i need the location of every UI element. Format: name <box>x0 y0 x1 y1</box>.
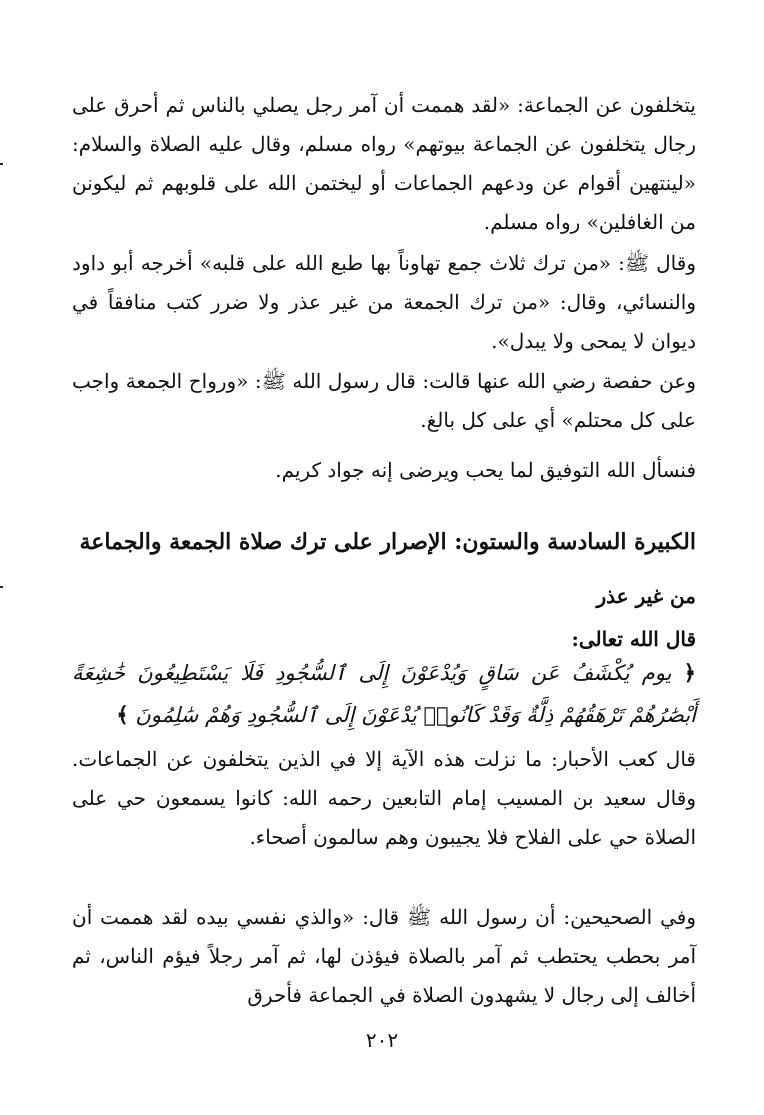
verse-open-bracket: ﴿ <box>683 660 696 685</box>
paragraph-4: فنسأل الله التوفيق لما يحب ويرضى إنه جواد كريم. <box>275 458 696 482</box>
scan-edge-mark <box>0 163 3 165</box>
verse-close-bracket: ﴾ <box>116 702 129 727</box>
page-number: ٢٠٢ <box>365 1028 399 1052</box>
paragraph-2: وقال ﷺ: «من ترك ثلاث جمع تهاوناً بها طبع الله على قلبه» أخرجه أبو داود والنسائي، وقال: «من ترك الجمعة من غير عذر ولا ضرر كتب منافقاً في ديوان لا يمحى ولا يبدل». <box>72 251 696 353</box>
verse-intro: قال الله تعالى: <box>571 627 696 651</box>
paragraph-1: يتخلفون عن الجماعة: «لقد هممت أن آمر رجل يصلي بالناس ثم أحرق على رجال يتخلفون عن الجماعة بيوتهم» رواه مسلم، وقال عليه الصلاة والسلام: «لينتهين أقوام عن ودعهم الجماعات أو ليختمن الله على قلوبهم ثم ليكونن من الغافلين» رواه مسلم. <box>72 93 696 234</box>
section-subheading: من غير عذر <box>596 584 696 608</box>
verse-line-1: يوم يُكْشَفُ عَن سَاقٍ وَيُدْعَوْنَ إِلَى ٱلسُّجُودِ فَلَا يَسْتَطِيعُونَ خَٰشِعَةً أَبْصَٰرُهُمْ تَرْهَقُهُمْ <box>72 661 696 727</box>
verse-line-2: ذِلَّةٌ وَقَدْ كَانُوا۟ يُدْعَوْنَ إِلَى ٱلسُّجُودِ وَهُمْ سَٰلِمُونَ <box>135 703 554 727</box>
paragraph-after-verse-2: وفي الصحيحين: أن رسول الله ﷺ قال: «والذي نفسي بيده لقد هممت أن آمر بحطب يحتطب ثم آمر بالصلاة فيؤذن لها، ثم آمر رجلاً فيؤم الناس، ثم أخالف إلى رجال لا يشهدون الصلاة في الجماعة فأحرق <box>72 905 696 1007</box>
paragraph-after-verse-1: قال كعب الأحبار: ما نزلت هذه الآية إلا في الذين يتخلفون عن الجماعات. وقال سعيد بن المسيب إمام التابعين رحمه الله: كانوا يسمعون حي على الصلاة حي على الفلاح فلا يجيبون وهم سالمون أصحاء. <box>72 747 696 849</box>
quran-verse <box>72 652 696 736</box>
paragraph-3: وعن حفصة رضي الله عنها قالت: قال رسول الله ﷺ: «ورواح الجمعة واجب على كل محتلم» أي على كل بالغ. <box>72 369 696 432</box>
section-heading: الكبيرة السادسة والستون: الإصرار على ترك صلاة الجمعة والجماعة <box>79 529 696 555</box>
scan-edge-mark <box>0 586 3 588</box>
